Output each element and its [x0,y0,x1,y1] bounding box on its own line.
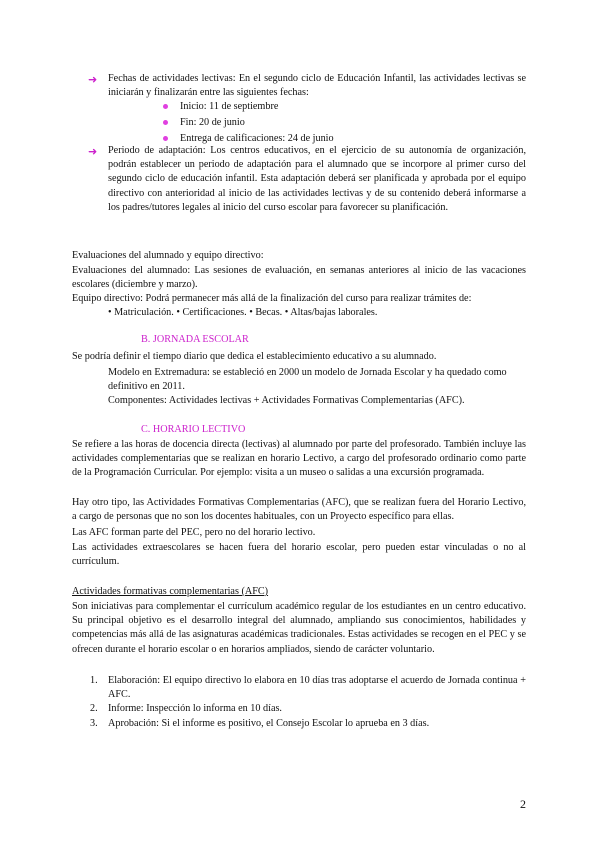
horario-paragraph-3: Las AFC forman parte del PEC, pero no del horario lectivo. [72,527,316,538]
bullet-dot-icon [163,136,168,141]
fecha-calificaciones: Entrega de calificaciones: 24 de junio [180,133,334,144]
arrow-bullet-icon: ➜ [88,73,98,86]
horario-heading: C. HORARIO LECTIVO [141,424,246,435]
afc-title: Actividades formativas complementarias (AFC) [72,586,269,597]
afc-paragraph: Son iniciativas para complementar el currículum académico regular de los estudiantes en un centro educativo. Su principal objetivo es el desarrollo integral del alumnado, ampliando sus conocimientos, habilidades y competencias más allá de las asignaturas académicas tradicionales. Estas actividades se recogen en el PEC y se ofrecen durante el horario escolar o en horarios ampliados, siendo de carácter voluntario. [72,601,526,655]
jornada-heading: B. JORNADA ESCOLAR [141,334,249,345]
jornada-componentes: Componentes: Actividades lectivas + Actividades Formativas Complementarias (AFC). [108,395,465,406]
step-text: Informe: Inspección lo informa en 10 días. [108,703,282,714]
periodo-adaptacion-paragraph: Periodo de adaptación: Los centros educativos, en el ejercicio de su autonomía de organización, podrán establecer un periodo de adaptación para el alumnado que se incorpore al primer curso del segundo ciclo de educación infantil. Esta adaptación deberá ser planificada y aprobada por el equipo directivo con anterioridad al inicio de las actividades lectivas y de su contenido deberá informarse a los padres/tutores legales al inicio del curso escolar para favorecer su planificación. [108,145,526,213]
tramites-list: • Matriculación. • Certificaciones. • Becas. • Altas/bajas laborales. [108,307,378,318]
step-text: Aprobación: Si el informe es positivo, el Consejo Escolar lo aprueba en 3 días. [108,718,430,729]
equipo-directivo: Equipo directivo: Podrá permanecer más allá de la finalización del curso para realizar trámites de: [72,293,472,304]
step-number: 1. [90,675,98,686]
horario-paragraph-4: Las actividades extraescolares se hacen fuera del horario escolar, pero pueden estar vinculadas o no al currículum. [72,542,526,568]
jornada-modelo: Modelo en Extremadura: se estableció en 2000 un modelo de Jornada Escolar y ha quedado como definitivo en 2011. [108,367,507,393]
evaluaciones-alumnado: Evaluaciones del alumnado: Las sesiones de evaluación, en semanas anteriores al inicio de las vacaciones escolares (diciembre y marzo). [72,265,526,291]
bullet-dot-icon [163,120,168,125]
fecha-inicio: Inicio: 11 de septiembre [180,101,279,112]
step-number: 2. [90,703,98,714]
horario-paragraph-1: Se refiere a las horas de docencia directa (lectivas) al alumnado por parte del profesorado. También incluye las actividades complementarias que se realizan en horario Lectivo, a cargo del profesorado ordinario como parte de la Programación Curricular. Por ejemplo: visita a un museo o salidas a una excursión programada. [72,439,526,479]
fechas-paragraph: Fechas de actividades lectivas: En el segundo ciclo de Educación Infantil, las actividades lectivas se iniciarán y finalizarán entre las siguientes fechas: [108,73,526,99]
horario-paragraph-2: Hay otro tipo, las Actividades Formativas Complementarias (AFC), que se realizan fuera del Horario Lectivo, a cargo de personas que no son los docentes habituales, con un Proyecto específico para ellas. [72,497,526,523]
arrow-bullet-icon: ➜ [88,145,98,158]
page-number: 2 [520,797,526,811]
bullet-dot-icon [163,104,168,109]
evaluaciones-title: Evaluaciones del alumnado y equipo directivo: [72,250,264,261]
fecha-fin: Fin: 20 de junio [180,117,245,128]
step-text: Elaboración: El equipo directivo lo elabora en 10 días tras adoptarse el acuerdo de Jornada continua + AFC. [108,675,526,701]
step-number: 3. [90,718,98,729]
jornada-intro: Se podría definir el tiempo diario que dedica el establecimiento educativo a su alumnado. [72,351,437,362]
